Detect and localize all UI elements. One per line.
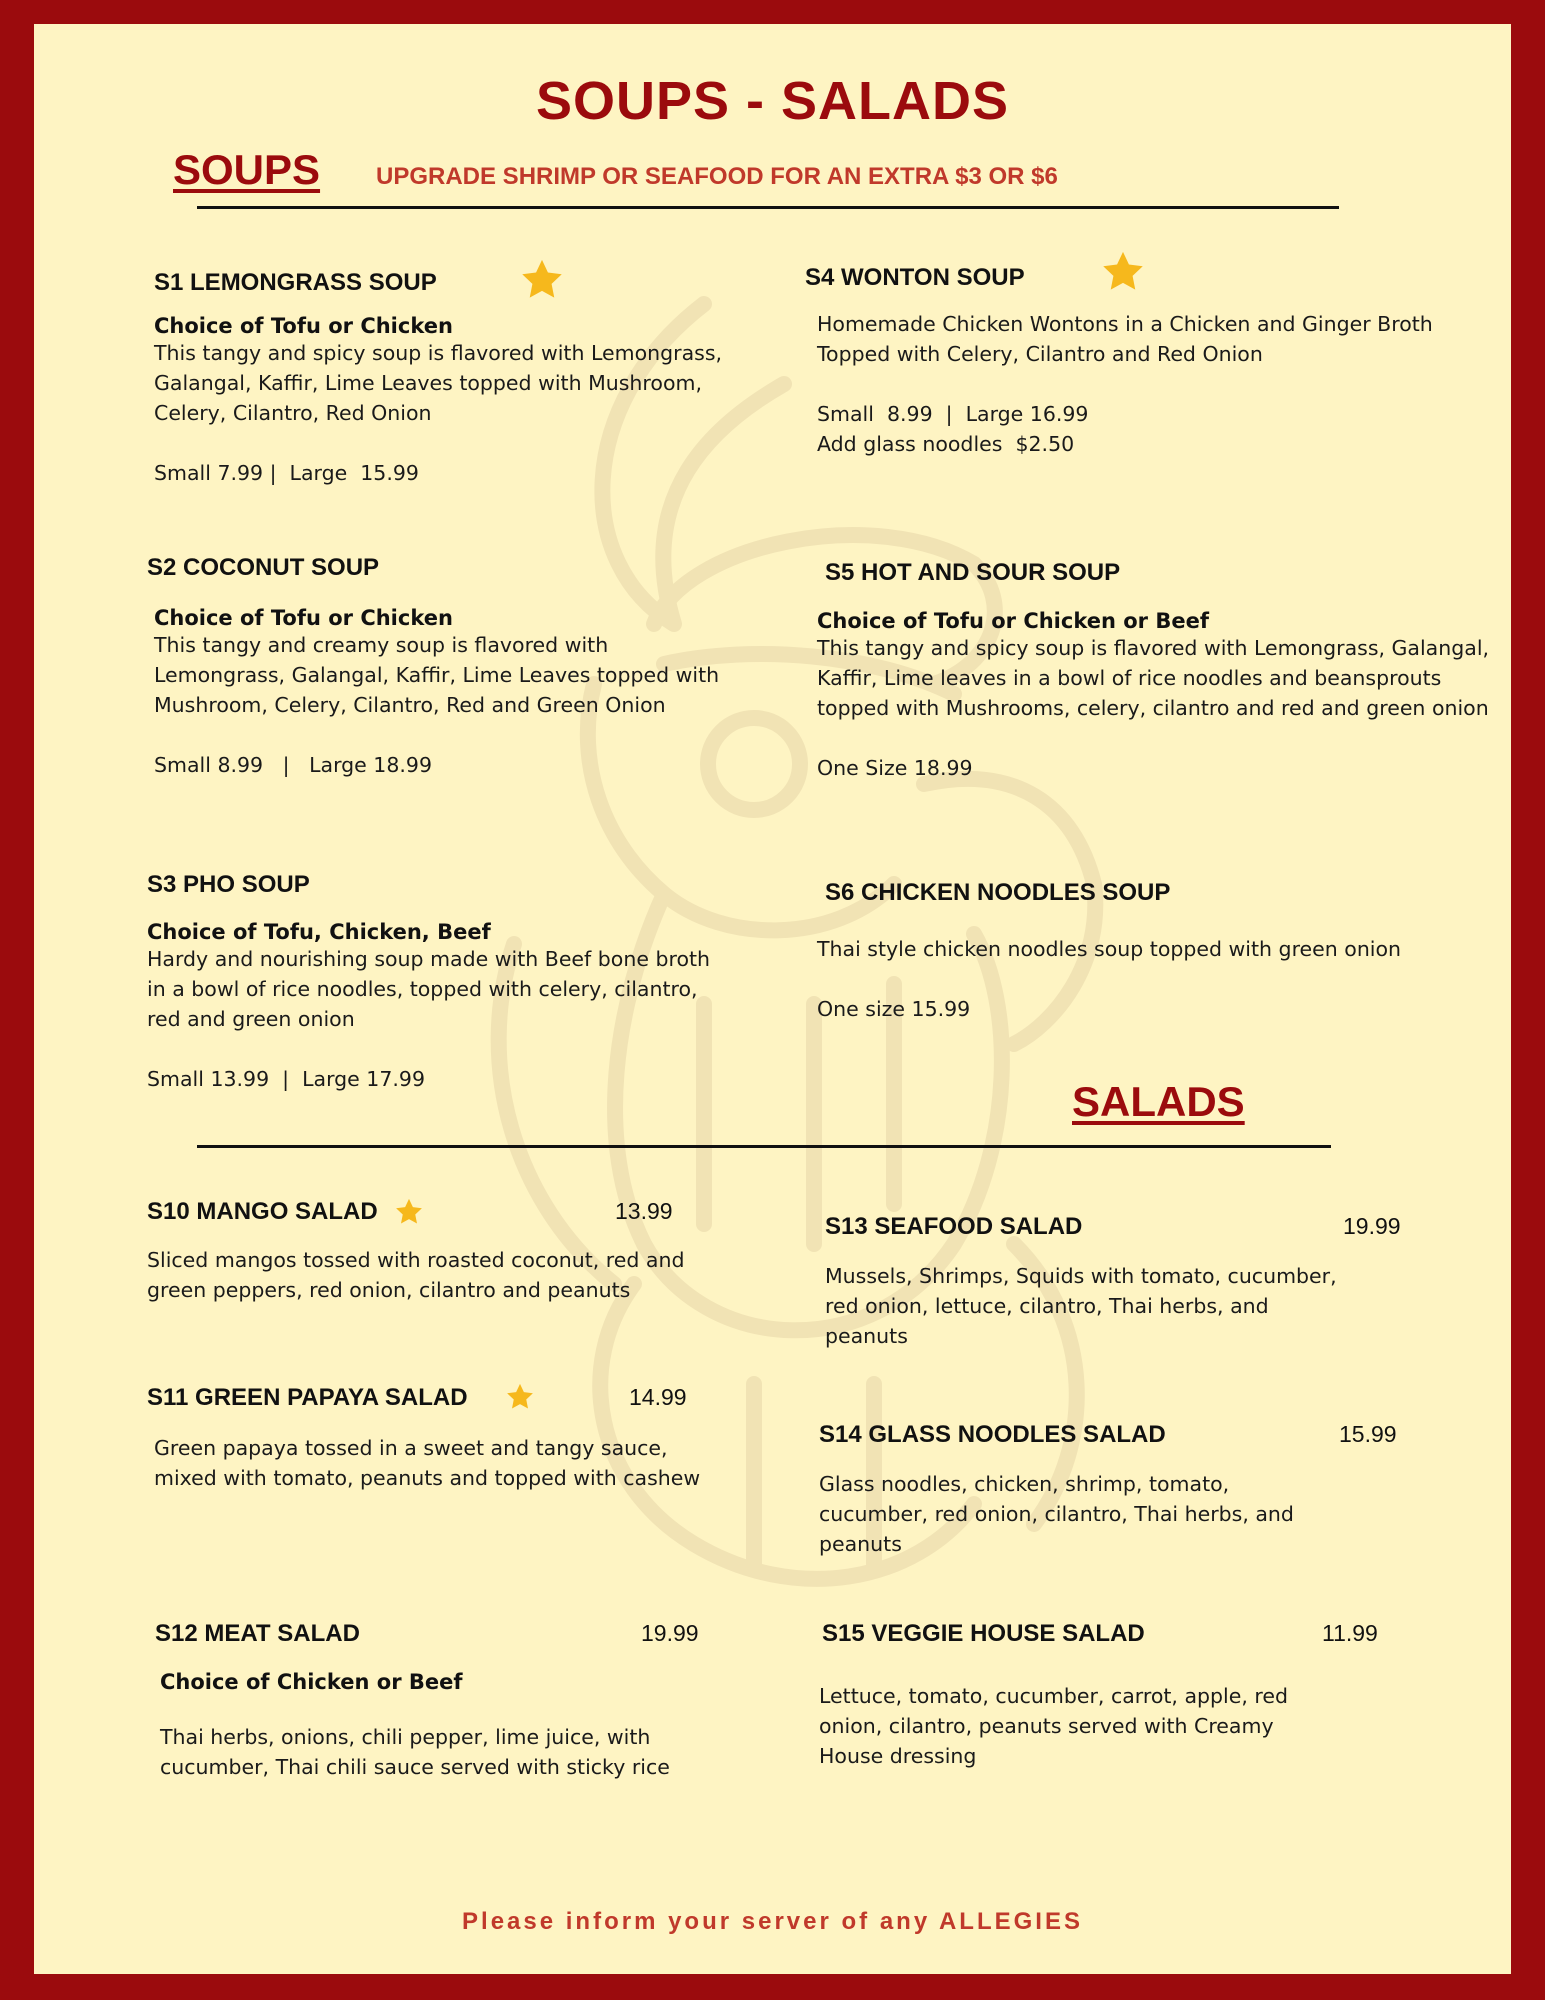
item-choice: Choice of Chicken or Beef bbox=[160, 1670, 463, 1694]
item-title: S6 CHICKEN NOODLES SOUP bbox=[825, 879, 1171, 906]
item-price: 14.99 bbox=[629, 1384, 687, 1410]
salads-divider bbox=[197, 1145, 1331, 1148]
item-price: One Size 18.99 bbox=[817, 756, 973, 780]
soup-item-s6 bbox=[817, 879, 1465, 1024]
salad-item-s10 bbox=[147, 1198, 707, 1305]
item-price: 15.99 bbox=[1339, 1421, 1397, 1447]
item-title: S2 COCONUT SOUP bbox=[147, 554, 380, 581]
item-title: S1 LEMONGRASS SOUP bbox=[154, 269, 437, 296]
item-description: Lettuce, tomato, cucumber, carrot, apple, red onion, cilantro, peanuts served with Creamy House dressing bbox=[819, 1684, 1288, 1768]
item-price: Small 7.99 | Large 15.99 bbox=[154, 461, 419, 485]
item-description: This tangy and spicy soup is flavored with Lemongrass, Galangal, Kaffir, Lime leaves in a bowl of rice noodles and beansprouts topped with Mushrooms, celery, cilantro and red and green onion bbox=[817, 636, 1490, 720]
item-description: Sliced mangos tossed with roasted coconut, red and green peppers, red onion, cilantro and peanuts bbox=[147, 1248, 685, 1302]
star-icon bbox=[505, 1382, 535, 1412]
page-title: SOUPS - SALADS bbox=[535, 71, 1010, 131]
item-title: S5 HOT AND SOUR SOUP bbox=[825, 559, 1121, 586]
soup-item-s3 bbox=[147, 871, 727, 1094]
soups-heading: SOUPS bbox=[173, 146, 321, 193]
salad-item-s13 bbox=[825, 1213, 1465, 1351]
star-icon bbox=[394, 1197, 424, 1227]
item-description: Mussels, Shrimps, Squids with tomato, cucumber, red onion, lettuce, cilantro, Thai herbs, and peanuts bbox=[825, 1264, 1337, 1348]
item-choice: Choice of Tofu, Chicken, Beef bbox=[147, 920, 491, 944]
item-price: One size 15.99 bbox=[817, 997, 971, 1021]
salad-item-s15 bbox=[819, 1620, 1462, 1771]
item-title: S15 VEGGIE HOUSE SALAD bbox=[822, 1620, 1145, 1647]
item-title: S12 MEAT SALAD bbox=[155, 1620, 360, 1647]
item-description: Homemade Chicken Wontons in a Chicken and Ginger Broth Topped with Celery, Cilantro and Red Onion bbox=[817, 312, 1433, 366]
soup-item-s4 bbox=[805, 264, 1495, 459]
soup-item-s1 bbox=[154, 269, 734, 488]
salad-item-s12 bbox=[155, 1620, 715, 1782]
item-description: Thai herbs, onions, chili pepper, lime juice, with cucumber, Thai chili sauce served with sticky rice bbox=[160, 1725, 670, 1779]
soup-item-s5 bbox=[817, 559, 1505, 783]
item-description: Hardy and nourishing soup made with Beef bone broth in a bowl of rice noodles, topped with celery, cilantro, red and green onion bbox=[147, 947, 711, 1031]
item-title: S10 MANGO SALAD bbox=[147, 1198, 378, 1225]
item-title: S11 GREEN PAPAYA SALAD bbox=[147, 1384, 468, 1411]
item-choice: Choice of Tofu or Chicken bbox=[154, 314, 453, 338]
item-choice: Choice of Tofu or Chicken bbox=[154, 606, 453, 630]
item-extra: Add glass noodles $2.50 bbox=[817, 432, 1075, 456]
item-price: 19.99 bbox=[1343, 1213, 1401, 1239]
item-description: Glass noodles, chicken, shrimp, tomato, cucumber, red onion, cilantro, Thai herbs, and peanuts bbox=[819, 1472, 1294, 1556]
item-description: This tangy and spicy soup is flavored with Lemongrass, Galangal, Kaffir, Lime Leaves topped with Mushroom, Celery, Cilantro, Red Onion bbox=[154, 341, 723, 425]
item-price: 13.99 bbox=[615, 1198, 673, 1224]
allergy-notice: Please inform your server of any ALLEGIES bbox=[462, 1908, 1083, 1935]
star-icon bbox=[1100, 249, 1146, 295]
item-title: S14 GLASS NOODLES SALAD bbox=[819, 1421, 1166, 1448]
item-price: Small 13.99 | Large 17.99 bbox=[147, 1067, 425, 1091]
item-choice: Choice of Tofu or Chicken or Beef bbox=[817, 609, 1209, 633]
item-title: S3 PHO SOUP bbox=[147, 871, 310, 898]
salad-item-s11 bbox=[147, 1384, 707, 1493]
item-description: Green papaya tossed in a sweet and tangy sauce, mixed with tomato, peanuts and topped with cashew bbox=[154, 1436, 701, 1490]
salads-heading: SALADS bbox=[1072, 1078, 1245, 1125]
soups-divider bbox=[197, 206, 1339, 209]
item-title: S13 SEAFOOD SALAD bbox=[825, 1213, 1083, 1240]
menu-page bbox=[34, 24, 1511, 1974]
salad-item-s14 bbox=[819, 1421, 1459, 1559]
star-icon bbox=[519, 257, 565, 303]
item-price: 11.99 bbox=[1322, 1620, 1378, 1646]
upgrade-note: UPGRADE SHRIMP OR SEAFOOD FOR AN EXTRA $3 OR $6 bbox=[376, 163, 1058, 190]
item-price: 19.99 bbox=[641, 1620, 699, 1646]
soup-item-s2 bbox=[147, 554, 727, 780]
item-description: This tangy and creamy soup is flavored with Lemongrass, Galangal, Kaffir, Lime Leaves topped with Mushroom, Celery, Cilantro, Red and Green Onion bbox=[154, 633, 720, 717]
item-price: Small 8.99 | Large 18.99 bbox=[154, 753, 432, 777]
item-price: Small 8.99 | Large 16.99 bbox=[817, 402, 1089, 426]
item-title: S4 WONTON SOUP bbox=[805, 264, 1025, 291]
item-description: Thai style chicken noodles soup topped with green onion bbox=[817, 937, 1402, 961]
